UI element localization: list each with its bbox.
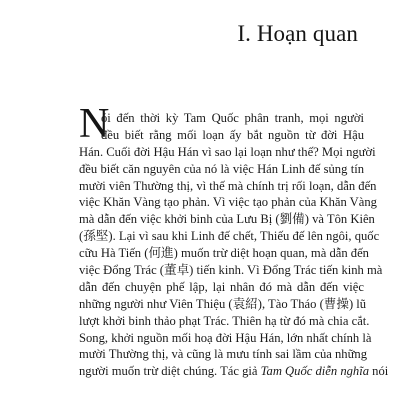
paragraph-line: Song, khởi nguồn mối hoạ đời Hậu Hán, lớn nhất chính là (79, 330, 372, 345)
paragraph-line: đều biết căn nguyên của nó là việc Hán Linh đế sủng tín (79, 161, 364, 176)
paragraph-line: Hán. Cuối đời Hậu Hán vì sao lại loạn như thế? Mọi người (79, 144, 376, 159)
paragraph-line: cữu Hà Tiến (何進) muốn trừ diệt hoạn quan, mà dẫn đến (79, 246, 369, 261)
body-paragraph (79, 110, 389, 380)
line-text: người muốn trừ diệt chúng. Tác giả (79, 364, 261, 379)
paragraph-line: những người như Viên Thiệu (袁紹), Tào Tháo (曹操) lũ (79, 296, 367, 311)
paragraph-line: việc Khăn Vàng tạo phản. Vì việc tạo phản của Khăn Vàng (79, 195, 377, 210)
drop-cap: N (79, 101, 110, 147)
paragraph-line: việc Đổng Trác (董卓) tiến kinh. Vì Đổng Trác tiến kinh mà (79, 263, 383, 278)
chapter-title: I. Hoạn quan (237, 21, 358, 46)
paragraph-line: (孫堅). Lại vì sau khi Linh đế chết, Thiếu đế lên ngôi, quốc (79, 229, 380, 244)
paragraph-line: ói đến thời kỳ Tam Quốc phân tranh, mọi người (101, 111, 364, 125)
paragraph-line: lượt khởi binh thảo phạt Trác. Thiên hạ từ đó mà chia cắt. (79, 313, 370, 328)
book-title-italic: Tam Quốc diễn nghĩa (260, 364, 370, 379)
paragraph-line: mười viên Thường thị, vì thế mà chính trị rối loạn, dẫn đến (79, 178, 377, 193)
paragraph-line-last (79, 363, 389, 380)
paragraph-line: mà dẫn đến việc khởi binh của Lưu Bị (劉備) và Tôn Kiên (79, 212, 375, 227)
paragraph-line: đều biết rằng mối loạn ấy bắt nguồn từ đời Hậu (101, 127, 364, 142)
line-text-end: nói (369, 364, 389, 379)
paragraph-line: dẫn đến chuyện phế lập, lại nhân đó mà dẫn đến việc (79, 279, 364, 294)
paragraph-line: mười Thường thị, và cũng là mưu tính sai lầm của những (79, 347, 368, 362)
